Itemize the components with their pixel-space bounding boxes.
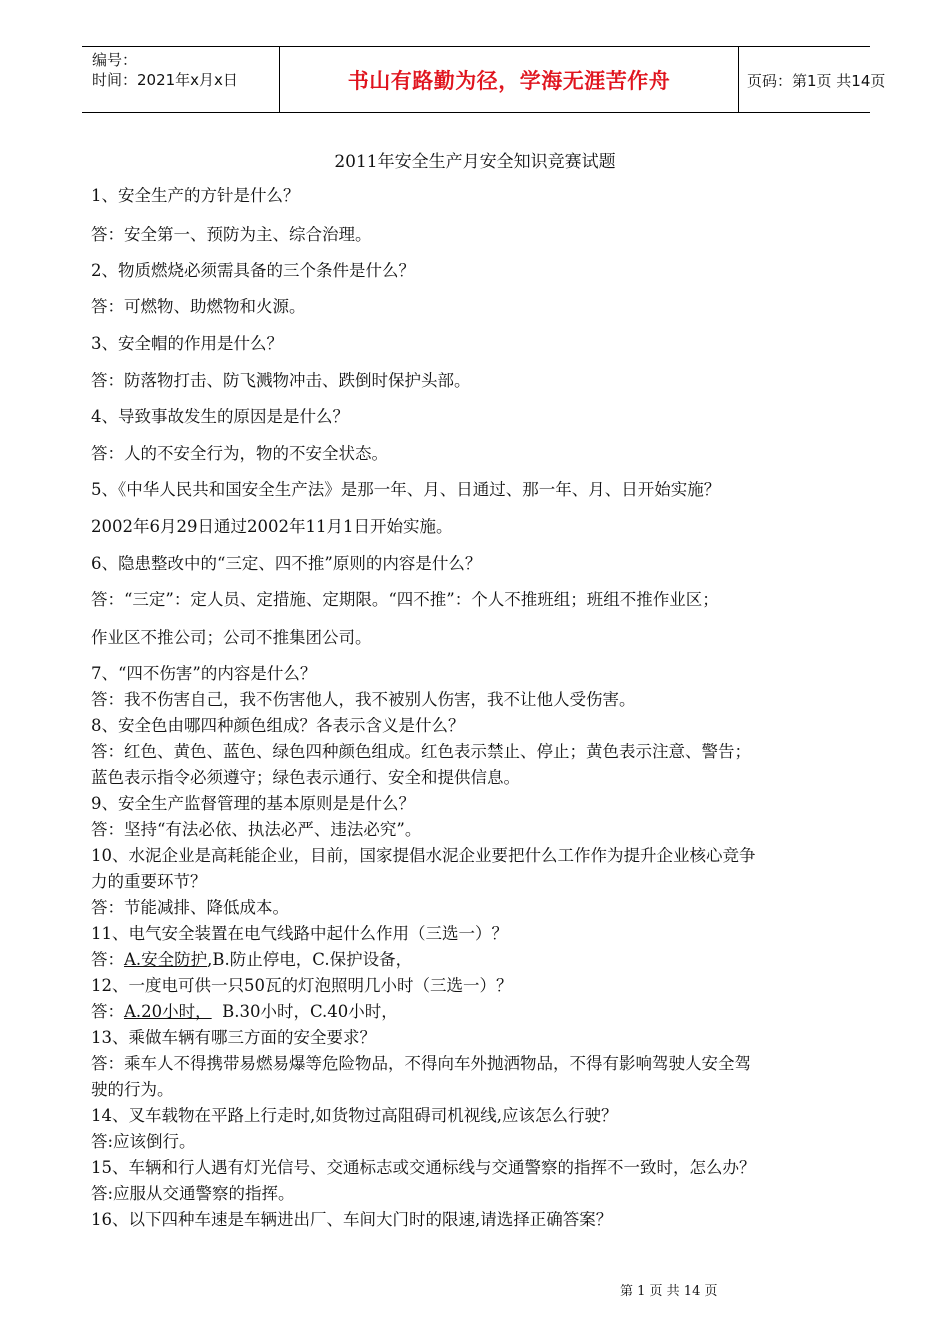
page-header — [82, 46, 886, 114]
answer-rest: ,B.防止停电，C.保护设备， — [207, 950, 413, 969]
text-line: 2、物质燃烧必须需具备的三个条件是什么？ — [91, 261, 415, 280]
answer-prefix: 答： — [91, 950, 124, 969]
text-line: 答：安全第一、预防为主、综合治理。 — [91, 225, 372, 244]
text-line: 驶的行为。 — [91, 1080, 174, 1099]
q12-answer — [91, 998, 398, 1022]
text-line: 答：可燃物、助燃物和火源。 — [91, 297, 306, 316]
text-line: 16、以下四种车速是车辆进出厂、车间大门时的限速,请选择正确答案？ — [91, 1210, 613, 1229]
page-footer: 第 1 页 共 14 页 — [620, 1284, 718, 1299]
motto-box — [279, 46, 739, 112]
q11-answer — [91, 946, 412, 970]
header-meta — [92, 50, 238, 90]
text-line: 4、导致事故发生的原因是是什么？ — [91, 407, 349, 426]
text-line: 11、电气安全装置在电气线路中起什么作用（三选一）？ — [91, 924, 508, 943]
header-bottom-rule — [82, 112, 870, 113]
text-line: 2002年6月29日通过2002年11月1日开始实施。 — [91, 517, 453, 536]
text-line: 答：乘车人不得携带易燃易爆等危险物品，不得向车外抛洒物品，不得有影响驾驶人安全驾 — [91, 1054, 751, 1073]
text-line: 作业区不推公司；公司不推集团公司。 — [91, 628, 372, 647]
text-line: 1、安全生产的方针是什么？ — [91, 186, 300, 205]
text-line: 答：人的不安全行为，物的不安全状态。 — [91, 444, 388, 463]
text-line: 答:应该倒行。 — [91, 1132, 196, 1151]
text-line: 答：坚持“有法必依、执法必严、违法必究”。 — [91, 820, 422, 839]
text-line: 14、叉车载物在平路上行走时,如货物过高阻碍司机视线,应该怎么行驶？ — [91, 1106, 618, 1125]
answer-rest: B.30小时，C.40小时， — [211, 1002, 398, 1021]
text-line: 13、乘做车辆有哪三方面的安全要求？ — [91, 1028, 376, 1047]
text-line: 答:应服从交通警察的指挥。 — [91, 1184, 295, 1203]
text-line: 7、“四不伤害”的内容是什么？ — [91, 664, 317, 683]
text-line: 5、《中华人民共和国安全生产法》是那一年、月、日通过、那一年、月、日开始实施？ — [91, 480, 721, 499]
answer-prefix: 答： — [91, 1002, 124, 1021]
text-line: 3、安全帽的作用是什么？ — [91, 334, 283, 353]
text-line: 6、隐患整改中的“三定、四不推”原则的内容是什么？ — [91, 554, 482, 573]
text-line: 9、安全生产监督管理的基本原则是是什么？ — [91, 794, 415, 813]
text-line: 力的重要环节？ — [91, 872, 207, 891]
answer-underlined: A.20小时， — [124, 1002, 212, 1021]
code-label: 编号： — [92, 51, 138, 69]
text-line: 15、车辆和行人遇有灯光信号、交通标志或交通标线与交通警察的指挥不一致时，怎么办？ — [91, 1158, 756, 1177]
page-info: 页码：第1页 共14页 — [747, 72, 886, 90]
text-line: 答：我不伤害自己，我不伤害他人，我不被别人伤害，我不让他人受伤害。 — [91, 690, 636, 709]
answer-underlined: A.安全防护 — [124, 950, 208, 969]
text-line: 8、安全色由哪四种颜色组成？各表示含义是什么？ — [91, 716, 465, 735]
text-line: 蓝色表示指令必须遵守；绿色表示通行、安全和提供信息。 — [91, 768, 520, 787]
document-title: 2011年安全生产月安全知识竞赛试题 — [334, 152, 616, 172]
text-line: 答：节能减排、降低成本。 — [91, 898, 289, 917]
time-label: 时间：2021年x月x日 — [92, 71, 238, 89]
text-line: 答：“三定”：定人员、定措施、定期限。“四不推”：个人不推班组；班组不推作业区； — [91, 590, 719, 609]
text-line: 12、一度电可供一只50瓦的灯泡照明几小时（三选一）？ — [91, 976, 513, 995]
motto-text: 书山有路勤为径，学海无涯苦作舟 — [347, 69, 671, 93]
text-line: 答：红色、黄色、蓝色、绿色四种颜色组成。红色表示禁止、停止；黄色表示注意、警告； — [91, 742, 751, 761]
text-line: 答：防落物打击、防飞溅物冲击、跌倒时保护头部。 — [91, 371, 471, 390]
text-line: 10、水泥企业是高耗能企业，目前，国家提倡水泥企业要把什么工作作为提升企业核心竞争 — [91, 846, 756, 865]
